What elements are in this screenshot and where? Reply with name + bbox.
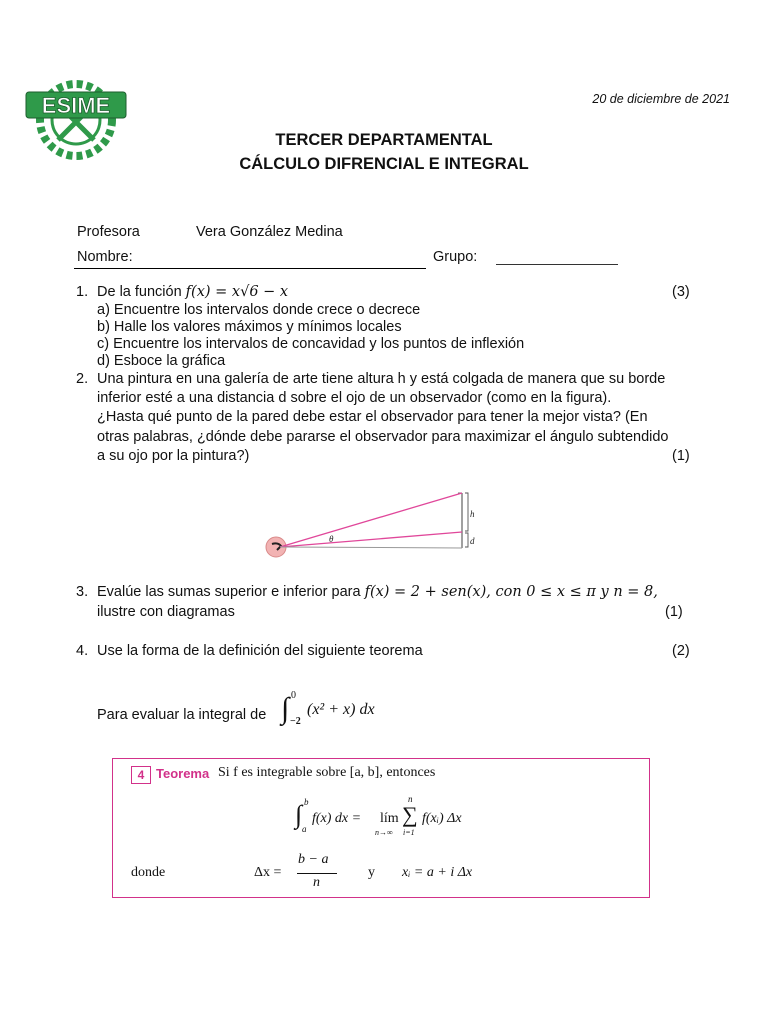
course-title: CÁLCULO DIFRENCIAL E INTEGRAL — [239, 155, 529, 173]
sum-body: f(xᵢ) Δx — [422, 811, 462, 826]
q2-points: (1) — [672, 448, 690, 464]
q3-points: (1) — [665, 604, 683, 620]
theorem-donde: donde — [131, 865, 166, 880]
label-h: h — [470, 509, 475, 519]
q1-points: (3) — [672, 284, 690, 300]
theorem-lim-sub: n→∞ — [375, 828, 393, 837]
painting-angle-figure — [262, 488, 482, 562]
q2-number: 2. — [76, 371, 89, 387]
grupo-label: Grupo: — [433, 249, 478, 265]
sum-top: n — [408, 794, 413, 804]
theorem-integral-sign: ∫ — [295, 800, 303, 829]
q2-line: a su ojo por la pintura?) — [97, 448, 250, 464]
q1-intro — [97, 284, 288, 300]
theorem-y: y — [368, 865, 375, 880]
label-theta: θ — [329, 534, 334, 544]
q4-points: (2) — [672, 643, 690, 659]
q3-prefix: Evalúe las sumas superior e inferior para — [97, 584, 361, 600]
int-lower-a: a — [302, 824, 307, 834]
q1-formula: f(x) = x√6 − x — [185, 284, 289, 300]
q4-text: Use la forma de la definición del siguiente teorema — [97, 643, 423, 659]
grupo-line[interactable] — [496, 264, 618, 265]
q2-line: otras palabras, ¿dónde debe pararse el observador para maximizar el ángulo subtendido — [97, 429, 669, 445]
q2-line: ¿Hasta qué punto de la pared debe estar el observador para tener la mejor vista? (En — [97, 409, 648, 425]
q1-item-a: a) Encuentre los intervalos donde crece o decrece — [97, 302, 421, 318]
theorem-number: 4 — [131, 766, 151, 784]
fraction-bar — [297, 873, 337, 874]
q4-eval-prefix: Para evaluar la integral de — [97, 707, 267, 723]
q4-integral — [281, 690, 401, 730]
dx-numerator: b − a — [298, 852, 329, 867]
q1-item-c: c) Encuentre los intervalos de concavidad y los puntos de inflexión — [97, 336, 525, 352]
q3-intro — [97, 584, 658, 600]
theorem-lim: lím — [380, 811, 399, 826]
dx-lhs: Δx = — [254, 865, 282, 880]
q1-prefix: De la función — [97, 284, 182, 300]
q3-line2: ilustre con diagramas — [97, 604, 235, 620]
logo-text: ESIME — [41, 93, 111, 118]
dx-denominator: n — [313, 875, 320, 890]
q1-item-b: b) Halle los valores máximos y mínimos locales — [97, 319, 402, 335]
nombre-line[interactable] — [74, 268, 426, 269]
q3-number: 3. — [76, 584, 89, 600]
q3-formula: f(x) = 2 + sen(x), con 0 ≤ x ≤ π y n = 8, — [364, 584, 658, 600]
theorem-label: Teorema — [156, 766, 210, 781]
q2-line: inferior esté a una distancia d sobre el ojo de un observador (como en la figura). — [97, 390, 612, 406]
integral-upper: 0 — [291, 690, 296, 701]
sum-sign: ∑ — [402, 802, 418, 827]
nombre-label: Nombre: — [77, 249, 133, 265]
theorem-statement: Si f es integrable sobre [a, b], entonces — [218, 765, 436, 780]
int-upper-b: b — [304, 797, 309, 807]
label-d: d — [470, 536, 475, 546]
integral-sign: ∫ — [281, 692, 290, 725]
q2-line: Una pintura en una galería de arte tiene altura h y está colgada de manera que su borde — [97, 371, 666, 387]
profesora-label: Profesora — [77, 224, 140, 240]
q4-number: 4. — [76, 643, 89, 659]
profesora-name: Vera González Medina — [196, 224, 343, 240]
xi-formula: xᵢ = a + i Δx — [402, 865, 473, 880]
integral-lower: −2 — [290, 716, 301, 727]
q1-number: 1. — [76, 284, 89, 300]
riemann-sum-formula — [295, 794, 485, 844]
delta-x-formula — [254, 852, 354, 892]
sum-bottom: i=1 — [403, 828, 415, 837]
exam-title: TERCER DEPARTAMENTAL — [275, 131, 493, 149]
integrand: (x² + x) dx — [307, 701, 375, 718]
q1-item-d: d) Esboce la gráfica — [97, 353, 226, 369]
theorem-lhs: f(x) dx = — [312, 811, 362, 826]
exam-date: 20 de diciembre de 2021 — [592, 92, 730, 106]
